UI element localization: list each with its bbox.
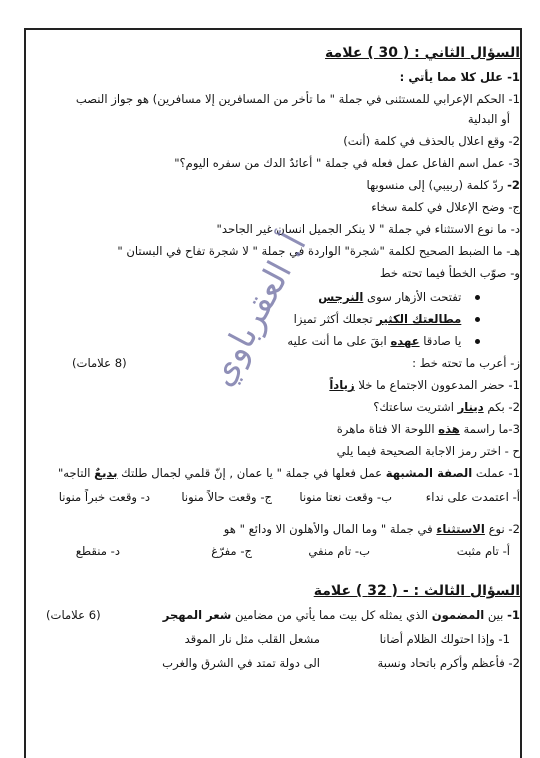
q2-h1-option-c: ج- وقعت حالاً منونا — [181, 490, 272, 504]
q2-g2 — [26, 400, 520, 415]
q2-f2-underlined: مطالعتك الكثير — [376, 312, 462, 326]
q2-h2 — [26, 522, 520, 537]
q3-verse-1-second-half: مشعل القلب مثل نار الموقد — [184, 632, 320, 646]
bullet-icon — [475, 295, 480, 300]
q2-a3: 3- عمل اسم الفاعل عمل فعله في جملة " أعائدٌ الدك من سفره اليوم؟" — [174, 156, 520, 170]
q3-a-bold-end: شعر المهجر — [162, 608, 232, 622]
q3-verse-2-second-half: الى دولة تمتد في الشرق والغرب — [162, 656, 320, 670]
q2-h1-text-end: التاجه" — [57, 466, 91, 480]
q2-f3-underlined: عهده — [390, 334, 420, 348]
q2-g2-text-end: اشتريت ساعتك؟ — [373, 400, 454, 414]
watermark: أ. العقرباوي — [201, 227, 315, 393]
q2-h1-underlined: بديعٌ — [94, 466, 118, 480]
q2-a1-cont: أو البدلية — [467, 112, 510, 126]
bullet-icon — [475, 339, 480, 344]
q2-h1-option-a: أ- اعتمدت على نداء — [425, 490, 520, 504]
q2-b-text: ردّ كلمة (ربيبي) إلى منسوبها — [366, 178, 504, 192]
q2-g2-text: 2- بكم — [487, 400, 520, 414]
q2-h2-option-b: ب- تام منفي — [308, 544, 370, 558]
q2-g1 — [26, 378, 520, 393]
q2-h2-underlined: الاستثناء — [436, 522, 485, 536]
q2-h2-option-a: أ- تام مثبت — [456, 544, 510, 558]
q2-f-item-3 — [26, 334, 480, 349]
q2-title: السؤال الثاني : ( 30 ) علامة — [325, 45, 520, 61]
q3-a-text-mid: الذي يمثله كل بيت مما يأتي من مضامين — [234, 608, 429, 622]
q2-a1: 1- الحكم الإعرابي للمستثنى في جملة " ما تأخر من المسافرين إلا مسافرين) هو جواز النصب — [75, 92, 520, 106]
q2-f3-text-end: ابقَ على ما أنت عليه — [287, 334, 387, 348]
q2-f: و- صوّب الخطأ فيما تحته خط — [379, 266, 520, 280]
q2-h2-text-end: في جملة " وما المال والأهلون الا ودائع " هو — [223, 522, 433, 536]
q2-g-text: ز- أعرب ما تحته خط : — [412, 356, 520, 370]
q3-a — [26, 608, 520, 623]
q2-h2-option-c: ج- مفرّغ — [211, 544, 252, 558]
q2-g3-underlined: هذه — [438, 422, 460, 436]
q2-g3 — [26, 422, 520, 437]
q2-a2: 2- وقع اعلال بالحذف في كلمة (أنت) — [343, 134, 520, 148]
q2-h2-option-d: د- منقطع — [75, 544, 120, 558]
q2-f1-text: تفتحت الأزهار سوى — [367, 290, 462, 304]
q3-a-marks: (6 علامات) — [46, 608, 101, 622]
q2-g3-text-end: اللوحة الا فتاة ماهرة — [336, 422, 435, 436]
q2-f-item-1 — [26, 290, 480, 305]
q2-f3-text: يا صادقا — [423, 334, 462, 348]
q3-a-number: 1- — [507, 608, 520, 622]
q3-verse-2-first-half: 2- فأعظم وأكرم باتحاد ونسبة — [377, 656, 520, 670]
q2-h1-bold: الصفة المشبهة — [385, 466, 473, 480]
exam-page — [24, 28, 522, 758]
q2-h: ح - اختر رمز الاجابة الصحيحة فيما يلي — [336, 444, 520, 458]
q3-title: السؤال الثالث : - ( 32 ) علامة — [313, 583, 520, 599]
q2-g1-text: 1- حضر المدعوون الاجتماع ما خلا — [358, 378, 520, 392]
q2-c: ج- وضح الإعلال في كلمة سخاء — [371, 200, 520, 214]
q2-g — [26, 356, 520, 371]
q2-h1-option-b: ب- وقعت نعتا منونا — [299, 490, 392, 504]
q2-h1-text-mid: عمل فعلها في جملة " يا عمان , إنّ قلمي لجمال طلتك — [121, 466, 383, 480]
q2-h1 — [26, 466, 520, 481]
q2-g3-text: 3-ما راسمة — [463, 422, 520, 436]
q2-h2-text: 2- نوع — [488, 522, 520, 536]
q2-f-item-2 — [26, 312, 480, 327]
q2-h1-text: 1- عملت — [475, 466, 520, 480]
q2-h1-option-d: د- وقعت خبراً منونا — [58, 490, 150, 504]
q2-g-marks: (8 علامات) — [72, 356, 127, 370]
q2-g2-underlined: دينار — [457, 400, 484, 414]
bullet-icon — [475, 317, 480, 322]
q2-f1-underlined: النرجس — [318, 290, 364, 304]
q2-b — [26, 178, 520, 193]
q3-verse-1-first-half: 1- وإذا احتولك الظلام أضانا — [379, 632, 510, 646]
q2-g1-underlined: زياداً — [329, 378, 355, 392]
q3-a-bold: المضمون — [431, 608, 485, 622]
q2-d: د- ما نوع الاستثناء في جملة " لا ينكر الجميل انسان غير الجاحد" — [216, 222, 520, 236]
q2-f2-text: تجعلك أكثر تميزا — [293, 312, 373, 326]
q2-b-number: 2- — [507, 178, 520, 192]
q2-e: هـ- ما الضبط الصحيح لكلمة "شجرة" الواردة في جملة " لا شجرة تفاح في البستان " — [117, 244, 520, 258]
q2-part-a-heading: 1- علل كلا مما يأتي : — [399, 70, 520, 84]
q3-a-text: بين — [487, 608, 504, 622]
